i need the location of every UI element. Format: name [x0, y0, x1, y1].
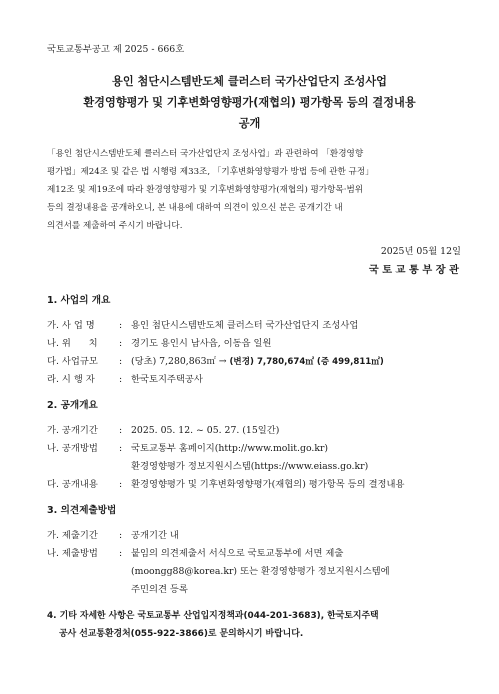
notice-date: 2025년 05월 12일 [380, 246, 461, 257]
submission-period-row: 가. 제출기간 : 공개기간 내 [47, 530, 179, 541]
title-line-2: 환경영향평가 및 기후변화영향평가(재협의) 평가항목 등의 결정내용 [83, 96, 416, 109]
location-row: 나. 위 치 : 경기도 용인시 남사읍, 이동읍 일원 [47, 338, 272, 349]
disclosure-method-continued: 환경영향평가 정보지원시스템(https://www.eiass.go.kr) [131, 461, 369, 472]
row-label: 가. 사 업 명 [47, 320, 95, 331]
intro-line: 「용인 첨단시스템반도체 클러스터 국가산업단지 조성사업」과 관련하여 「환경영향 [47, 149, 364, 159]
row-value: 공개기간 내 [131, 530, 179, 541]
row-value: 붙임의 의견제출서 서식으로 국토교통부에 서면 제출 [131, 548, 344, 559]
disclosure-content-row: 다. 공개내용 : 환경영향평가 및 기후변화영향평가(재협의) 평가항목 등의 결정내용 [47, 479, 405, 490]
row-value: 한국토지주택공사 [131, 374, 203, 385]
row-value: 2025. 05. 12. ~ 05. 27. (15일간) [131, 425, 280, 436]
section-3-heading: 3. 의견제출방법 [47, 505, 117, 516]
section-2-heading: 2. 공개개요 [47, 400, 98, 411]
row-value: 환경영향평가 및 기후변화영향평가(재협의) 평가항목 등의 결정내용 [131, 479, 405, 490]
intro-line: 제12조 및 제19조에 따라 환경영향평가 및 기후변화영향평가(재협의) 평가항목·범위 [47, 185, 364, 195]
title-line-1: 용인 첨단시스템반도체 클러스터 국가산업단지 조성사업 [112, 75, 387, 88]
row-value: (당초) 7,280,863㎡ → [131, 356, 227, 367]
project-scale-row: 다. 사업규모 : (당초) 7,280,863㎡ → (변경) 7,780,674㎡ (증 499,811㎡) [47, 356, 384, 367]
row-label: 나. 제출방법 [47, 548, 98, 559]
notice-number: 국토교통부공고 제 2025 - 666호 [47, 44, 185, 55]
intro-line: 평가법」제24조 및 같은 법 시행령 제33조, 「기후변화영향평가 방법 등에 관한 규정」 [47, 167, 374, 177]
issuer: 국 토 교 통 부 장 관 [368, 265, 459, 276]
intro-line: 등의 결정내용을 공개하오니, 본 내용에 대하여 의견이 있으신 분은 공개기간 내 [47, 203, 343, 213]
row-label: 라. 시 행 자 [47, 374, 95, 385]
row-label: 다. 사업규모 [47, 356, 98, 367]
row-value: 국토교통부 홈페이지(http://www.molit.go.kr) [131, 443, 329, 454]
row-label: 가. 공개기간 [47, 425, 98, 436]
disclosure-method-row: 나. 공개방법 : 국토교통부 홈페이지(http://www.molit.go.kr) [47, 443, 329, 454]
row-label: 가. 제출기간 [47, 530, 98, 541]
section-1-heading: 1. 사업의 개요 [47, 295, 111, 306]
section-4-line-2: 공사 선교통환경처(055-922-3866)로 문의하시기 바랍니다. [59, 629, 304, 639]
row-label: 나. 공개방법 [47, 443, 98, 454]
row-value-changed: (변경) 7,780,674㎡ (증 499,811㎡) [229, 357, 384, 367]
submission-method-row: 나. 제출방법 : 붙임의 의견제출서 서식으로 국토교통부에 서면 제출 [47, 548, 344, 559]
disclosure-period-row: 가. 공개기간 : 2025. 05. 12. ~ 05. 27. (15일간) [47, 425, 280, 436]
submission-method-continued: 주민의견 등록 [131, 584, 188, 595]
row-value: 경기도 용인시 남사읍, 이동읍 일원 [131, 338, 272, 349]
row-label: 나. 위 치 [47, 338, 98, 349]
operator-row: 라. 시 행 자 : 한국토지주택공사 [47, 374, 203, 385]
row-label: 다. 공개내용 [47, 479, 98, 490]
project-name-row: 가. 사 업 명 : 용인 첨단시스템반도체 클러스터 국가산업단지 조성사업 [47, 320, 359, 331]
row-value: 용인 첨단시스템반도체 클러스터 국가산업단지 조성사업 [131, 320, 359, 331]
title-line-3: 공개 [238, 117, 261, 130]
section-4-line-1: 4. 기타 자세한 사항은 국토교통부 산업입지정책과(044-201-3683), 한국토지주택 [47, 611, 379, 621]
intro-line: 의견서를 제출하여 주시기 바랍니다. [47, 221, 183, 231]
submission-method-continued: (moongg88@korea.kr) 또는 환경영향평가 정보지원시스템에 [131, 566, 390, 577]
